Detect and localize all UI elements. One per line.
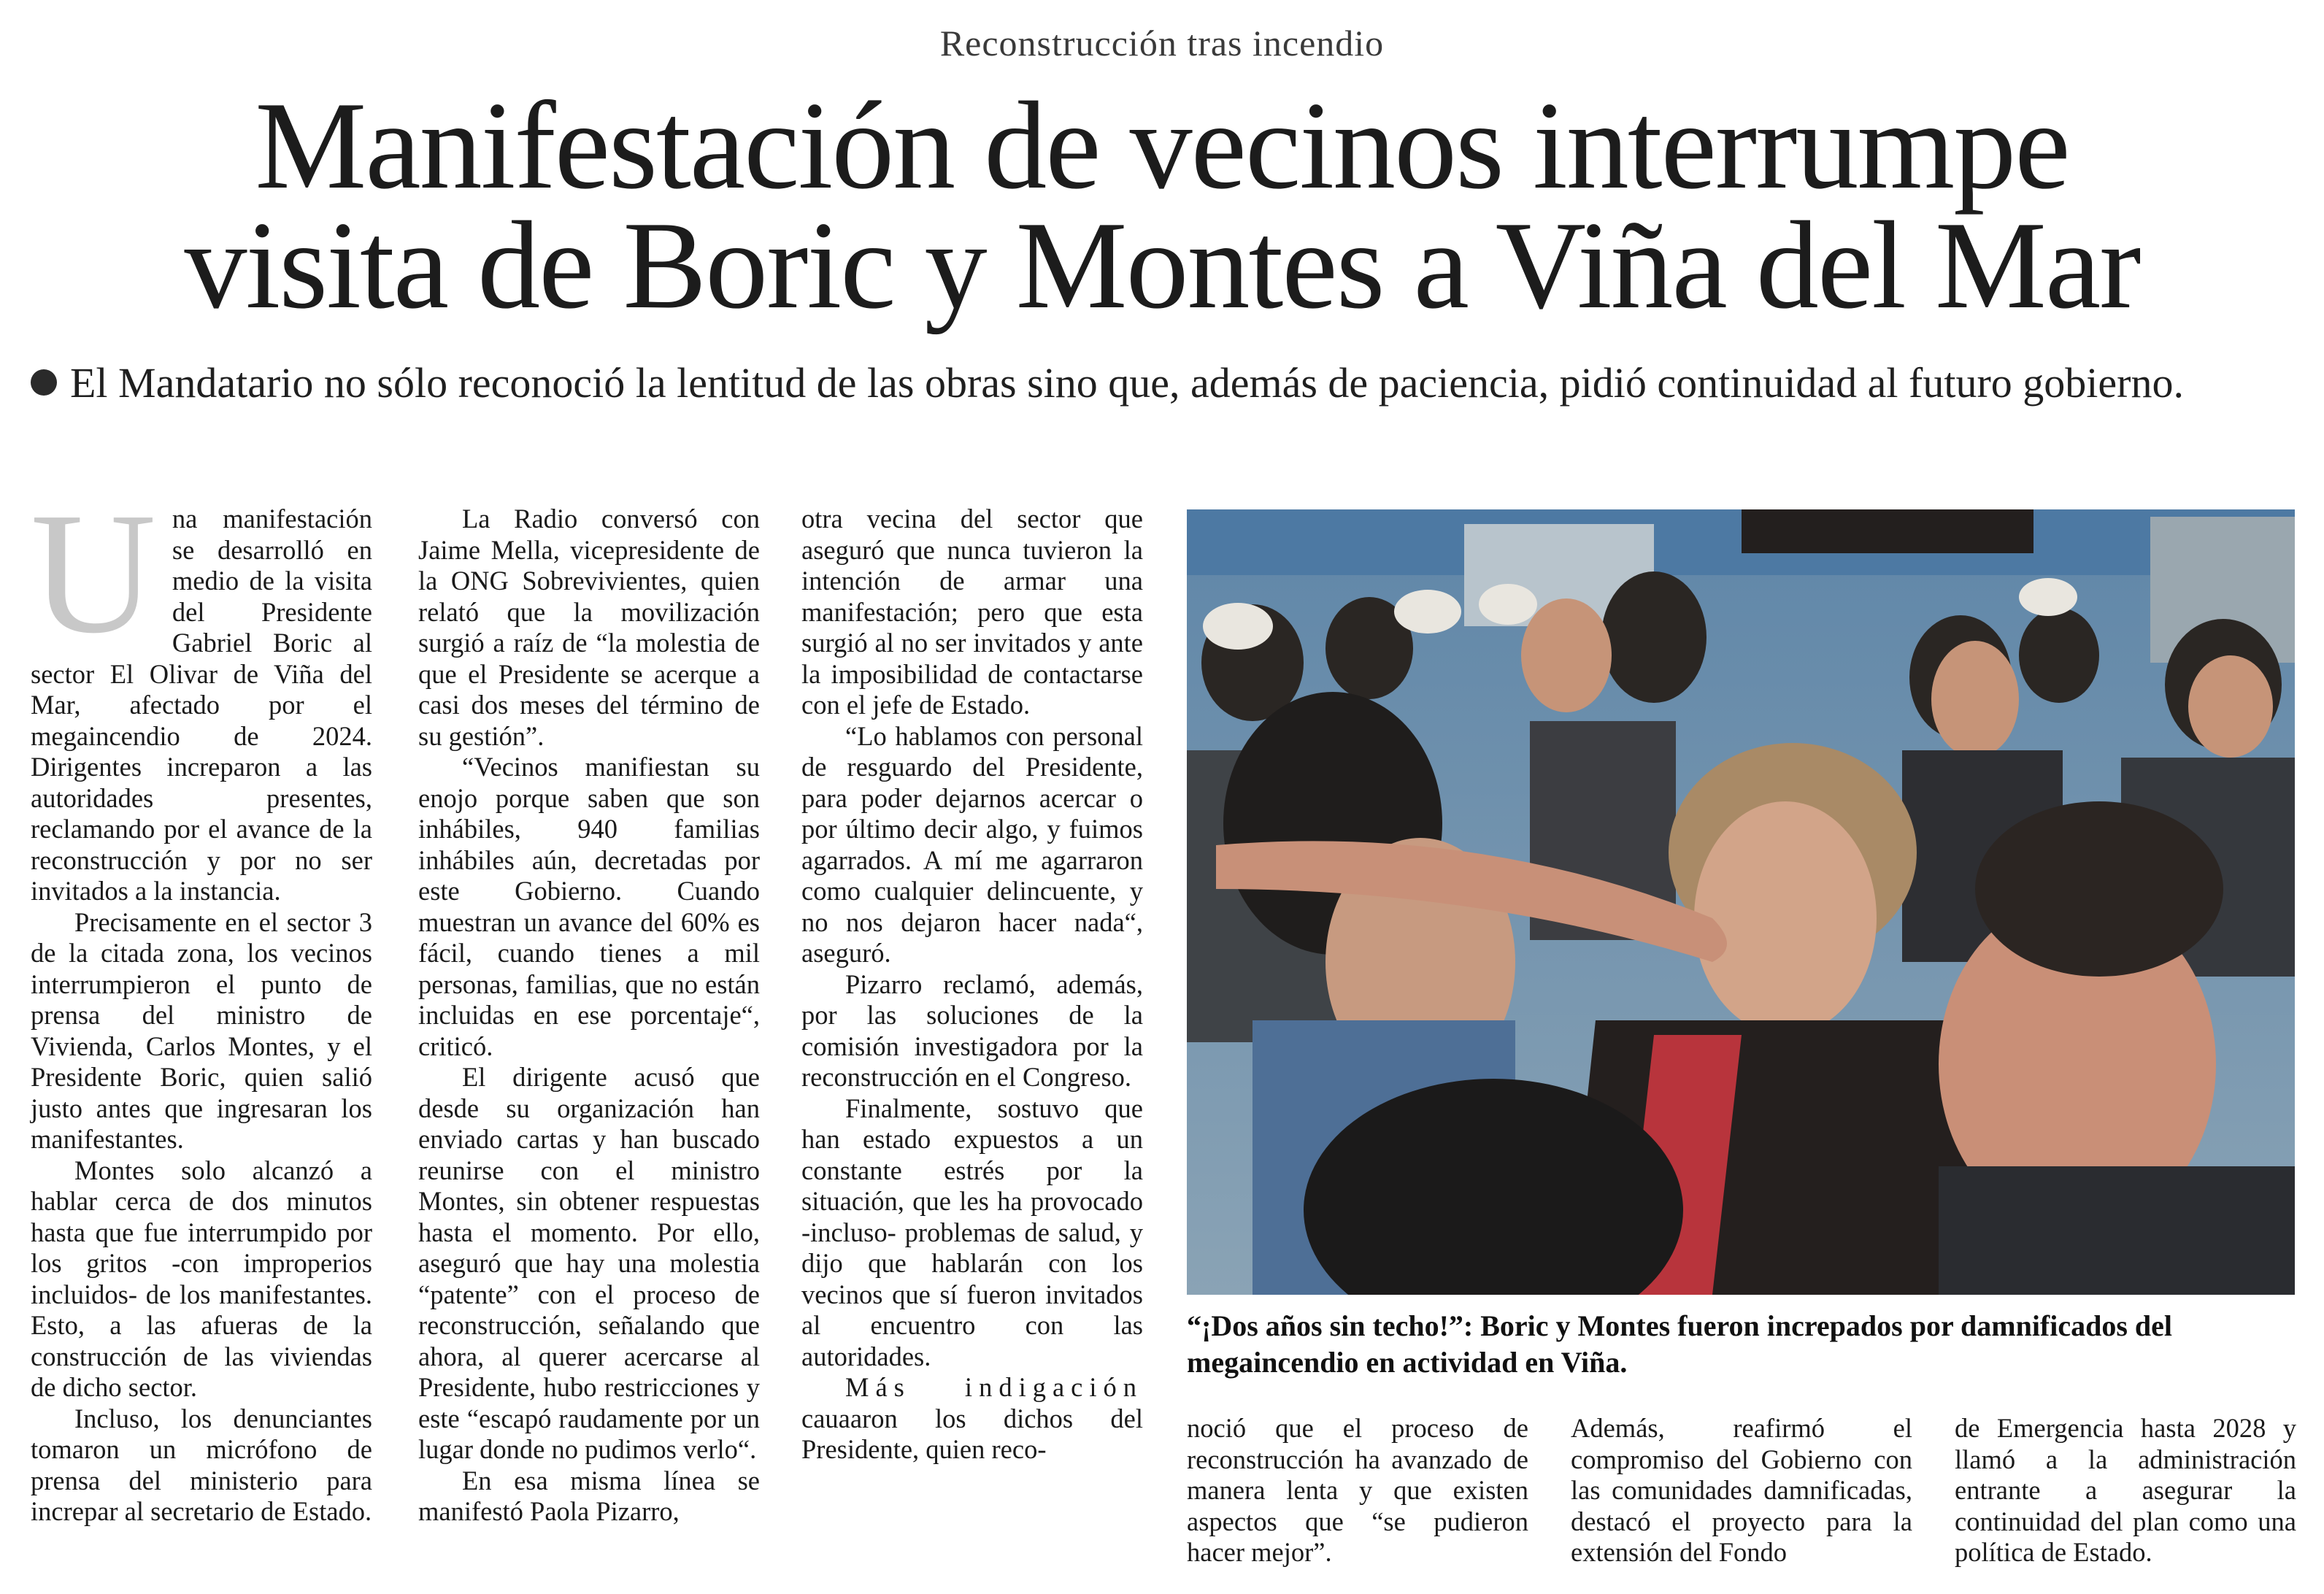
lead-summary [31, 356, 2279, 410]
paragraph: Finalmente, sostuvo que han estado expuestos a un constante estrés por la situación, que les ha provocado -incluso- problemas de salud, y dijo que hablarán con los vecinos que sí fueron invitados al encuentro con las autoridades. [801, 1093, 1143, 1371]
paragraph: Pizarro reclamó, además, por las soluciones de la comisión investigadora por la reconstrucción en el Congreso. [801, 969, 1143, 1092]
paragraph: La Radio conversó con Jaime Mella, vicepresidente de la ONG Sobrevivientes, quien relató que la movilización surgió a raíz de “la molestia de que el Presidente se acerque a casi dos meses del término de su gestión”. [418, 504, 760, 751]
paragraph-tail: cauaaron los dichos del Presidente, quien reco- [801, 1403, 1143, 1464]
paragraph: “Vecinos manifiestan su enojo porque saben que son inhábiles, 940 familias inhábiles aún, decretadas por este Gobierno. Cuando muestran un avance del 60% es fácil, cuando tienes a mil personas, familias, que no están incluidas en ese porcentaje“, criticó. [418, 752, 760, 1061]
paragraph: En esa misma línea se manifestó Paola Pizarro, [418, 1465, 760, 1526]
article-column-3 [801, 504, 1143, 1466]
paragraph: otra vecina del sector que aseguró que nunca tuvieron la intención de armar una manifestación; pero que esta surgió al no ser invitados y ante la imposibilidad de contactarse con el jefe de Estado. [801, 504, 1143, 720]
lead-text: El Mandatario no sólo reconoció la lentitud de las obras sino que, además de paciencia, pidió continuidad al futuro gobierno. [70, 359, 2184, 407]
paragraph: Montes solo alcanzó a hablar cerca de dos minutos hasta que fue interrumpido por los gritos -con improperios incluidos- de los manifestantes. Esto, a las afueras de la construcción de las viviendas de dicho sector. [31, 1155, 372, 1402]
paragraph [801, 1372, 1143, 1466]
headline [44, 77, 2280, 335]
article-column-2 [418, 504, 760, 1528]
bullet-icon [31, 369, 57, 396]
drop-cap: U [31, 477, 156, 669]
subhead-text: Más indigación [845, 1372, 1143, 1402]
paragraph: Precisamente en el sector 3 de la citada zona, los vecinos interrumpieron el punto de prensa del ministro de Vivienda, Carlos Montes, y el Presidente Boric, quien salió justo antes que ingresaran los manifestantes. [31, 906, 372, 1154]
headline-line-1: Manifestación de vecinos interrumpe [255, 77, 2069, 215]
paragraph: de Emergencia hasta 2028 y llamó a la administración entrante a asegurar la continuidad del plan como una política de Estado. [1955, 1413, 2296, 1567]
paragraph: Incluso, los denunciantes tomaron un micrófono de prensa del ministerio para increpar al secretario de Estado. [31, 1403, 372, 1526]
section-kicker: Reconstrucción tras incendio [939, 23, 1385, 63]
article-column-1 [31, 477, 372, 1528]
paragraph: noció que el proceso de reconstrucción ha avanzado de manera lenta y que existen aspectos que “se pudieron hacer mejor”. [1187, 1413, 1528, 1567]
photo-caption: “¡Dos años sin techo!”: Boric y Montes fueron increpados por damnificados del megaincendio en actividad en Viña. [1187, 1309, 2173, 1379]
article-column-6 [1955, 1413, 2296, 1568]
paragraph: na manifestación se desarrolló en medio de la visita del Presidente Gabriel Boric al sector El Olivar de Viña del Mar, afectado por el megaincendio de 2024. Dirigentes increparon a las autoridades presentes, reclamando por el avance de la reconstrucción y por no ser invitados a la instancia. [31, 504, 372, 906]
article-column-5 [1571, 1413, 1912, 1568]
headline-line-2: visita de Boric y Montes a Viña del Mar [184, 196, 2140, 335]
paragraph: El dirigente acusó que desde su organización han enviado cartas y han buscado reunirse con el ministro Montes, sin obtener respuestas hasta el momento. Por ello, aseguró que hay una molestia “patente” con el proceso de reconstrucción, señalando que ahora, al querer acercarse al Presidente, hubo restricciones y este “escapó raudamente por un lugar donde no pudimos verlo“. [418, 1062, 760, 1464]
article-column-4 [1187, 1413, 1528, 1568]
crowd-protest-photo [1187, 509, 2295, 1295]
paragraph: Además, reafirmó el compromiso del Gobierno con las comunidades damnificadas, destacó el proyecto para la extensión del Fondo [1571, 1413, 1912, 1567]
paragraph: “Lo hablamos con personal de resguardo del Presidente, para poder dejarnos acercar o por último decir algo, y fuimos agarrados. A mí me agarraron como cualquier delincuente, y no nos dejaron hacer nada“, aseguró. [801, 720, 1143, 968]
